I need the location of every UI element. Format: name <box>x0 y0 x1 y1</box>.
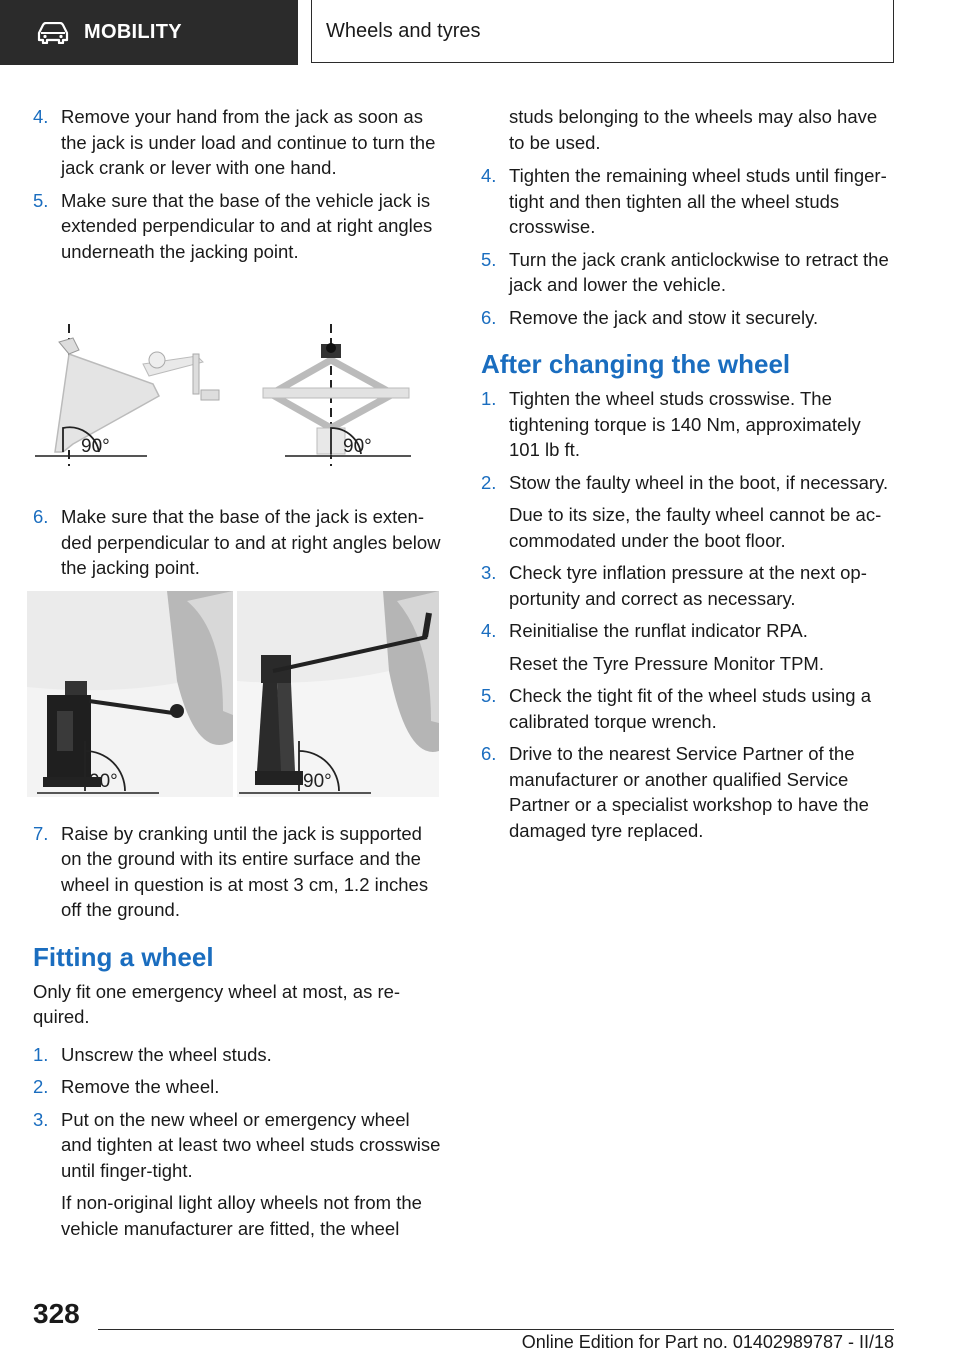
step-item <box>481 741 895 843</box>
edition-text: Online Edition for Part no. 01402989787 - II/18 <box>521 1332 894 1352</box>
section-title: MOBILITY <box>84 21 182 43</box>
step-number: 6. <box>481 743 497 764</box>
step-item <box>33 504 445 581</box>
step-text: Raise by cranking until the jack is supported on the ground with its entire surface and the wheel in question is at most 3 cm, 1.2 inches off the ground. <box>61 822 429 920</box>
section-tab <box>0 0 298 65</box>
jack-under-vehicle-illustration <box>27 591 439 797</box>
step-item <box>33 821 445 923</box>
step-item <box>481 618 895 644</box>
footer-divider <box>98 1329 894 1330</box>
step-note: If non-original light alloy wheels not from the vehicle manufacturer are fitted, the wheel <box>61 1192 422 1239</box>
step-text: Tighten the remaining wheel studs until finger-tight and then tighten all the wheel studs crosswise. <box>509 165 887 237</box>
chapter-title: Wheels and tyres <box>326 19 481 42</box>
step-item <box>481 560 895 611</box>
left-column <box>33 104 445 1248</box>
step-number: 2. <box>481 471 497 493</box>
continued-text: studs belonging to the wheels may also have to be used. <box>509 106 878 153</box>
step-number: 4. <box>33 106 49 127</box>
step-number: 2. <box>33 1076 49 1097</box>
step-item <box>33 1107 445 1184</box>
step-item <box>481 163 895 240</box>
step-number: 6. <box>33 506 49 527</box>
angle-label: 90° <box>343 436 372 457</box>
page-number: 328 <box>33 1298 80 1329</box>
step-number: 1. <box>33 1043 49 1065</box>
step-text: Put on the new wheel or emergency wheel and tighten at least two wheel studs crosswise until finger-tight. <box>61 1108 441 1181</box>
step-item <box>481 247 895 298</box>
step-number: 3. <box>33 1108 49 1130</box>
angle-label: 90° <box>303 770 332 792</box>
step-number: 4. <box>481 165 497 186</box>
step-text: Reinitialise the runflat indicator RPA. <box>509 620 808 641</box>
step-number: 1. <box>481 388 497 409</box>
section-heading: After changing the wheel <box>481 349 791 379</box>
angle-label: 90° <box>81 436 110 457</box>
car-icon <box>36 22 70 44</box>
step-text: Tighten the wheel studs crosswise. The tightening torque is 140 Nm, approximately 101 lb ft. <box>509 388 861 460</box>
step-number: 5. <box>481 248 497 270</box>
step-text: Stow the faulty wheel in the boot, if necessary. <box>509 471 889 493</box>
step-text: Remove the jack and stow it securely. <box>509 306 819 328</box>
step-text: Make sure that the base of the vehicle jack is extended perpendicular to and at right angles underneath the jacking point. <box>61 189 433 262</box>
step-text: Unscrew the wheel studs. <box>61 1043 272 1065</box>
step-item <box>481 386 895 463</box>
step-number: 7. <box>33 822 49 844</box>
step-item <box>33 104 445 181</box>
step-text: Make sure that the base of the jack is extended perpendicular to and at right angles below the jacking point. <box>61 506 441 578</box>
step-number: 4. <box>481 620 497 641</box>
step-item <box>33 1042 445 1068</box>
step-number: 3. <box>481 562 497 583</box>
step-note: Reset the Tyre Pressure Monitor TPM. <box>509 652 824 674</box>
step-note: Due to its size, the faulty wheel cannot be accommodated under the boot floor. <box>509 504 882 551</box>
section-heading: Fitting a wheel <box>33 941 214 972</box>
step-item <box>481 305 895 331</box>
step-number: 5. <box>33 189 49 211</box>
step-number: 6. <box>481 306 497 328</box>
step-item <box>481 470 895 496</box>
right-column <box>481 104 895 850</box>
step-text: Check tyre inflation pressure at the next opportunity and correct as necessary. <box>509 562 867 609</box>
step-text: Drive to the nearest Service Partner of the manufacturer or another qualified Service Partner or a specialist workshop to have the damaged tyre replaced. <box>509 743 869 841</box>
step-item <box>33 1074 445 1100</box>
step-item <box>481 683 895 734</box>
step-text: Remove your hand from the jack as soon as the jack is under load and continue to turn the jack crank or lever with one hand. <box>61 106 436 178</box>
step-text: Turn the jack crank anticlockwise to retract the jack and lower the vehicle. <box>509 248 889 295</box>
intro-text: Only fit one emergency wheel at most, as required. <box>33 980 401 1027</box>
step-text: Check the tight fit of the wheel studs using a calibrated torque wrench. <box>509 685 871 732</box>
step-number: 5. <box>481 685 497 706</box>
jack-angle-diagram <box>33 324 445 484</box>
step-text: Remove the wheel. <box>61 1076 220 1097</box>
step-item <box>33 188 445 265</box>
chapter-tab <box>311 0 894 63</box>
angle-label: 90° <box>89 770 118 792</box>
